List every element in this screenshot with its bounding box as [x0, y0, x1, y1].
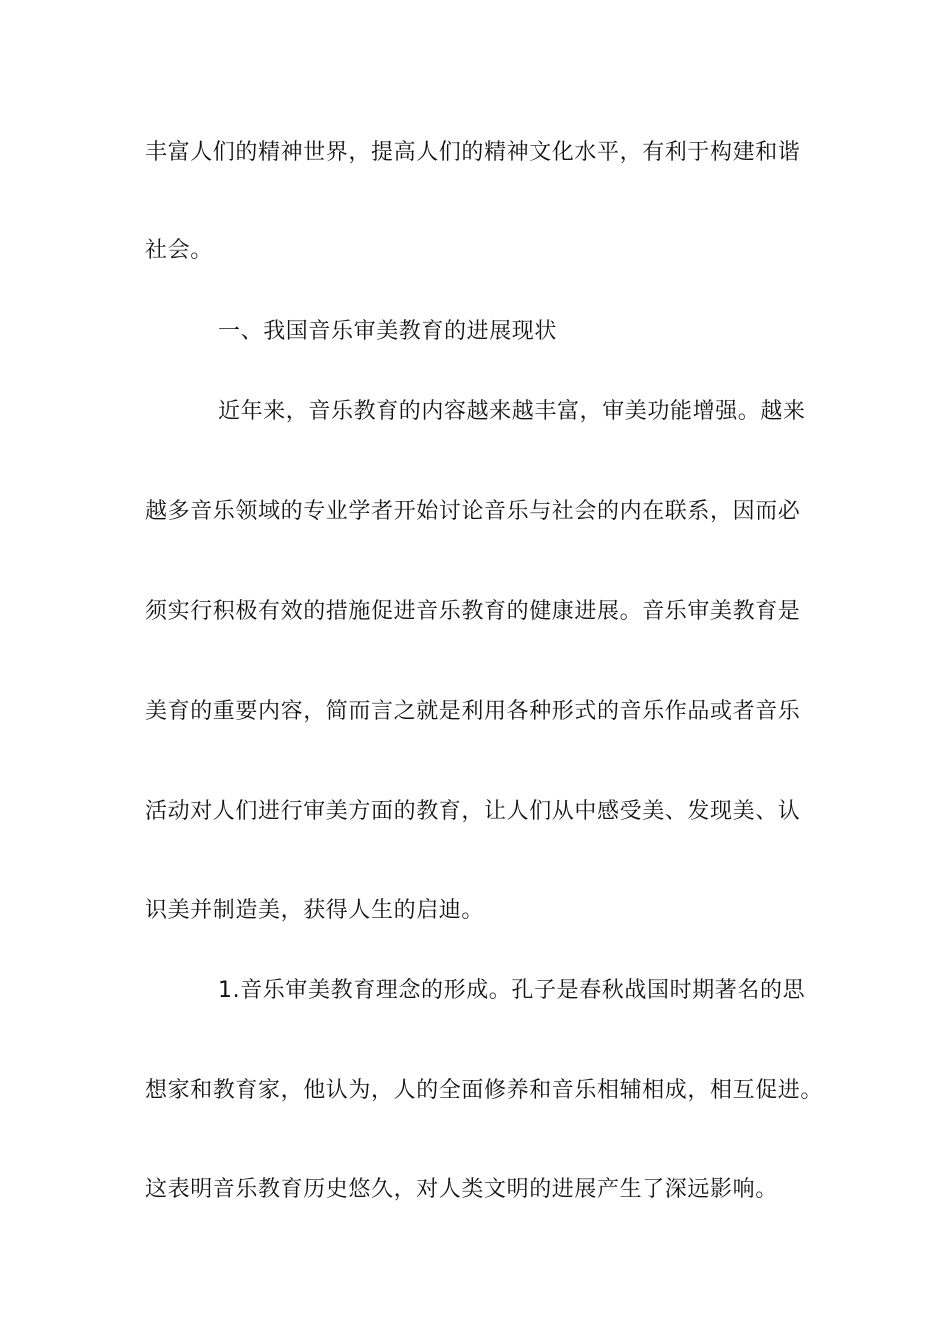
text-line: 丰富人们的精神世界，提高人们的精神文化水平，有利于构建和谐 — [145, 140, 801, 165]
section-heading: 一、我国音乐审美教育的进展现状 — [218, 319, 558, 344]
text-line: 越多音乐领域的专业学者开始讨论音乐与社会的内在联系，因而必 — [145, 499, 801, 524]
text-line: 活动对人们进行审美方面的教育，让人们从中感受美、发现美、认 — [145, 799, 801, 824]
text-line: 想家和教育家，他认为，人的全面修养和音乐相辅相成，相互促进。 — [145, 1078, 824, 1103]
subsection-line: 1.音乐审美教育理念的形成。孔子是春秋战国时期著名的思 — [218, 978, 806, 1003]
text-line: 美育的重要内容，简而言之就是利用各种形式的音乐作品或者音乐 — [145, 699, 801, 724]
text-line: 这表明音乐教育历史悠久，对人类文明的进展产生了深远影响。 — [145, 1177, 778, 1202]
text-line: 须实行积极有效的措施促进音乐教育的健康进展。音乐审美教育是 — [145, 599, 801, 624]
text-line: 识美并制造美，获得人生的启迪。 — [145, 898, 485, 923]
text-line: 近年来，音乐教育的内容越来越丰富，审美功能增强。越来 — [218, 399, 806, 424]
text-line: 社会。 — [145, 238, 213, 263]
